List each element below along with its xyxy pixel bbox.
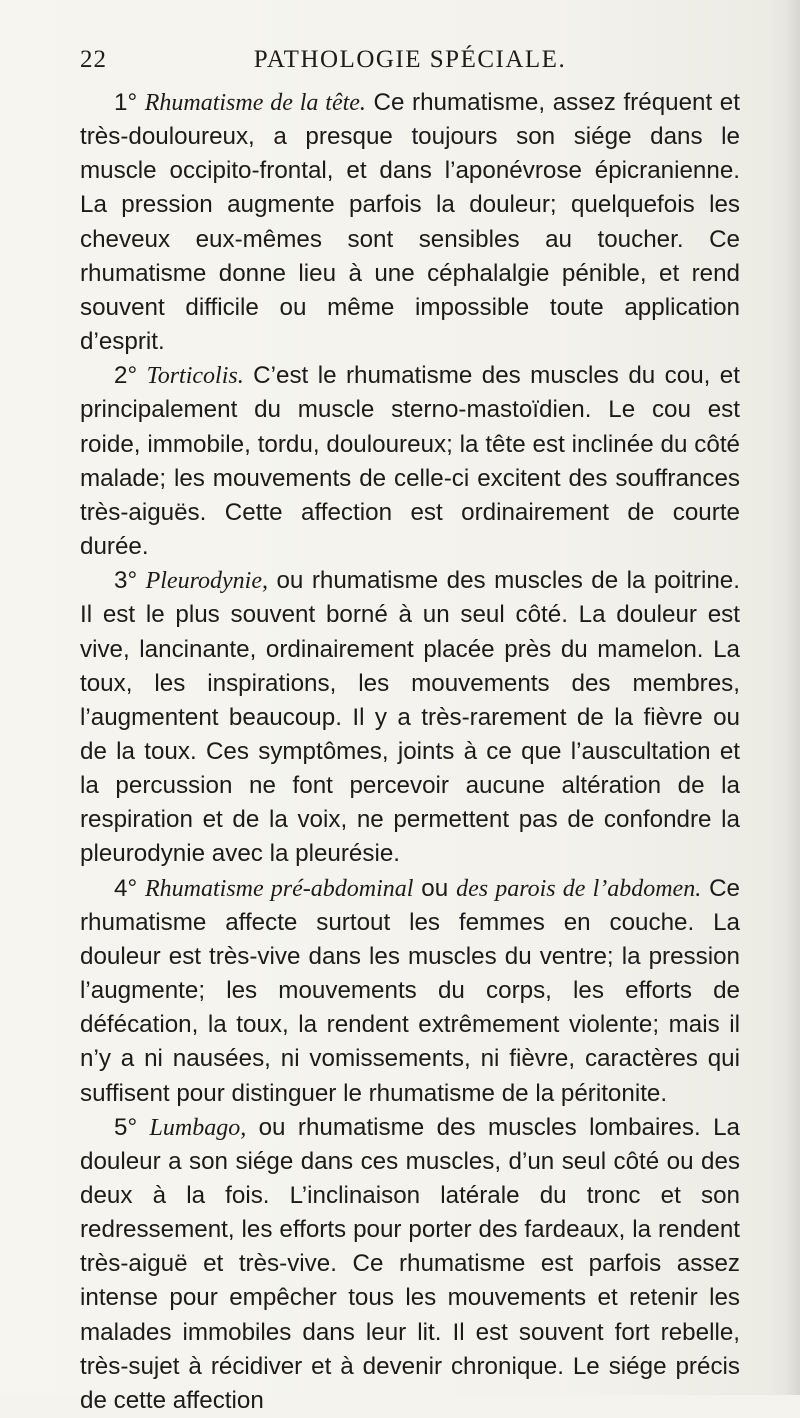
page-edge-shadow (786, 0, 800, 1395)
term-lumbago: Lumbago, (149, 1114, 247, 1141)
term-connector: ou (413, 874, 457, 902)
paragraph-rhumatisme-abdominal (80, 872, 740, 1111)
paragraph-lumbago (80, 1111, 740, 1418)
paragraph-text: ou rhumatisme des muscles lombaires. La douleur a son siége dans ces muscles, d’un seul côté ou des deux à la fois. L’inclinaison latérale du tronc et son redressement, les efforts pour porter des fardeaux, la rendent très-aiguë et très-vive. Ce rhumatisme est parfois assez intense pour empêcher tous les mouvements et retenir les malades immobiles dans leur lit. Il est souvent fort rebelle, très-sujet à récidiver et à devenir chronique. Le siége précis de cette affection (80, 1113, 740, 1414)
item-number: 1° (114, 89, 138, 116)
item-number: 3° (114, 567, 138, 595)
item-number: 5° (114, 1113, 138, 1141)
paragraph-text: ou rhumatisme des muscles de la poitrine. Il est le plus souvent borné à un seul côté. La douleur est vive, lancinante, ordinairement placée près du mamelon. La toux, les inspirations, les mouvements des membres, l’augmentent beaucoup. Il y a très-rarement de la fièvre ou de la toux. Ces symptômes, joints à ce que l’auscultation et la percussion ne font percevoir aucune altération de la respiration et de la voix, ne permettent pas de confondre la pleurodynie avec la pleurésie. (80, 567, 740, 868)
paragraph-torticolis (80, 359, 740, 564)
paragraph-pleurodynie (80, 564, 740, 871)
term-rhumatisme-tete: Rhumatisme de la tête. (144, 90, 366, 116)
item-number: 2° (114, 362, 138, 390)
term-torticolis: Torticolis. (146, 363, 244, 390)
term-rhumatisme-pre-abdominal: Rhumatisme pré-abdominal (144, 875, 414, 902)
page-header (80, 46, 740, 82)
paragraph-text: Ce rhumatisme affecte surtout les femmes en couche. La douleur est très-vive dans les muscles du ventre; la pression l’augmente; les mouvements du corps, les efforts de défécation, la toux, la rendent extrêmement violente; mais il n’y a ni nausées, ni vomissements, ni fièvre, caractères qui suffisent pour distinguer le rhumatisme de la péritonite. (80, 874, 740, 1107)
term-parois-abdomen: des parois de l’abdomen. (456, 875, 702, 902)
term-pleurodynie: Pleurodynie, (145, 568, 268, 595)
paragraph-text: C’est le rhumatisme des muscles du cou, et principalement du muscle sterno-mastoïdien. Le cou est roide, immobile, tordu, douloureux; la tête est inclinée du côté malade; les mouvements de celle-ci excitent des souffrances très-aiguës. Cette affection est ordinairement de courte durée. (80, 362, 740, 561)
page-number: 22 (80, 46, 107, 73)
paragraph-text: Ce rhumatisme, assez fréquent et très-douloureux, a presque toujours son siége dans le muscle occipito-frontal, et dans l’aponévrose épicranienne. La pression augmente parfois la douleur; quelquefois les cheveux eux-mêmes sont sensibles au toucher. Ce rhumatisme donne lieu à une céphalalgie pénible, et rend souvent difficile ou même impossible toute application d’esprit. (80, 89, 740, 356)
item-number: 4° (114, 874, 138, 902)
paragraph-rhumatisme-tete (80, 86, 740, 359)
running-title: PATHOLOGIE SPÉCIALE. (253, 46, 567, 73)
body-text (80, 86, 740, 1418)
